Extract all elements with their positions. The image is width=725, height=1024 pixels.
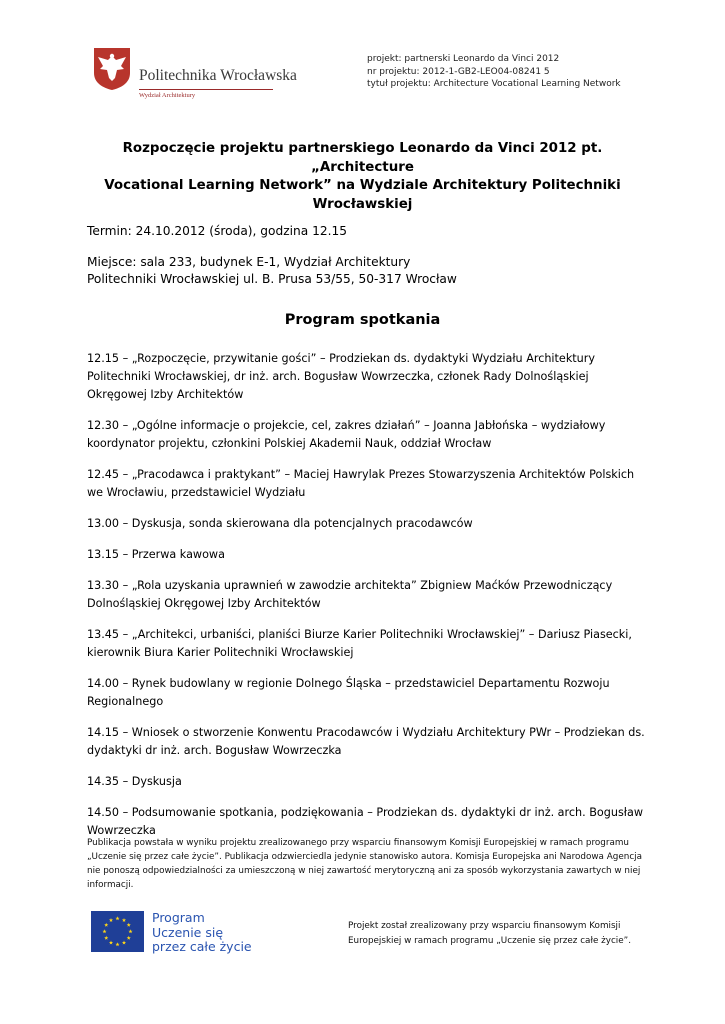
funding-note: [348, 919, 631, 949]
agenda-item: 12.30 – „Ogólne informacje o projekcie, cel, zakres działań” – Joanna Jabłońska – wydziałowy koordynator projektu, członkini Polskiej Akademii Nauk, oddział Wrocław: [87, 419, 606, 450]
event-date: Termin: 24.10.2012 (środa), godzina 12.15: [87, 224, 347, 238]
agenda-item: 14.15 – Wniosek o stworzenie Konwentu Pracodawców i Wydziału Architektury PWr – Prodziekan ds. dydaktyki dr inż. arch. Bogusław Wowrzeczka: [87, 726, 645, 757]
logo-divider: [139, 89, 273, 90]
program-heading: Program spotkania: [284, 312, 441, 328]
agenda-item: 13.45 – „Architekci, urbaniści, planiści Biurze Karier Politechniki Wrocławskiej” – Dariusz Piasecki, kierownik Biura Karier Politechniki Wrocławskiej: [87, 628, 632, 659]
eagle-shield-icon: [93, 47, 131, 91]
eu-flag-icon: [91, 911, 144, 952]
event-location: [87, 254, 457, 288]
eu-program-line: Program: [152, 910, 205, 925]
location-line: Miejsce: sala 233, budynek E-1, Wydział Architektury: [87, 255, 411, 269]
eu-program-logo: [91, 910, 252, 955]
eu-program-line: Uczenie się: [152, 924, 224, 940]
faculty-name: Wydział Architektury: [139, 92, 196, 99]
agenda-item: 14.50 – Podsumowanie spotkania, podziękowania – Prodziekan ds. dydaktyki dr inż. arch. Bogusław Wowrzeczka: [87, 806, 643, 837]
title-line: Rozpoczęcie projektu partnerskiego Leonardo da Vinci 2012 pt. „Architecture: [122, 141, 603, 175]
meta-line: tytuł projektu: Architecture Vocational Learning Network: [367, 79, 621, 89]
agenda-item: 12.15 – „Rozpoczęcie, przywitanie gości” – Prodziekan ds. dydaktyki Wydziału Architektury Politechniki Wrocławskiej, dr inż. arch. Bogusław Wowrzeczka, członek Rady Dolnośląskiej Okręgowej Izby Architektów: [87, 352, 595, 401]
agenda-item: 14.00 – Rynek budowlany w regionie Dolnego Śląska – przedstawiciel Departamentu Rozwoju Regionalnego: [87, 677, 610, 708]
title-line: Wrocławskiej: [312, 196, 413, 212]
agenda-item: 13.15 – Przerwa kawowa: [87, 548, 225, 561]
agenda-item: 13.00 – Dyskusja, sonda skierowana dla potencjalnych pracodawców: [87, 517, 473, 530]
funding-line: Europejskiej w ramach programu „Uczenie się przez całe życie”.: [348, 936, 632, 946]
agenda-item: 12.45 – „Pracodawca i praktykant” – Maciej Hawrylak Prezes Stowarzyszenia Architektów Polskich we Wrocławiu, przedstawiciel Wydziału: [87, 468, 635, 499]
meta-line: projekt: partnerski Leonardo da Vinci 2012: [367, 54, 560, 64]
agenda-list: [87, 350, 647, 853]
agenda-item: 13.30 – „Rola uzyskania uprawnień w zawodzie architekta” Zbigniew Maćków Przewodniczący Dolnośląskiej Okręgowej Izby Architektów: [87, 579, 613, 610]
location-line: Politechniki Wrocławskiej ul. B. Prusa 53/55, 50-317 Wrocław: [87, 272, 457, 286]
agenda-item: 14.35 – Dyskusja: [87, 775, 182, 788]
meta-line: nr projektu: 2012-1-GB2-LEO04-08241 5: [367, 66, 550, 77]
eu-program-line: przez całe życie: [152, 939, 252, 954]
disclaimer-text: Publikacja powstała w wyniku projektu zrealizowanego przy wsparciu finansowym Komisji Europejskiej w ramach programu „Uczenie się przez całe życie”. Publikacja odzwierciedla jedynie stanowisko autora. Komisja Europejska ani Narodowa Agencja nie ponoszą odpowiedzialności za umieszczoną w niej zawartość merytoryczną ani za sposób wykorzystania zawartych w niej informacji.: [87, 838, 642, 890]
eu-program-name: [152, 911, 252, 955]
title-line: Vocational Learning Network” na Wydziale Architektury Politechniki: [104, 178, 621, 193]
university-name: Politechnika Wrocławska: [139, 67, 297, 84]
project-meta: [367, 53, 621, 91]
funding-line: Projekt został zrealizowany przy wsparciu finansowym Komisji: [348, 921, 621, 931]
university-logo: [93, 47, 297, 103]
document-title: [80, 140, 645, 214]
